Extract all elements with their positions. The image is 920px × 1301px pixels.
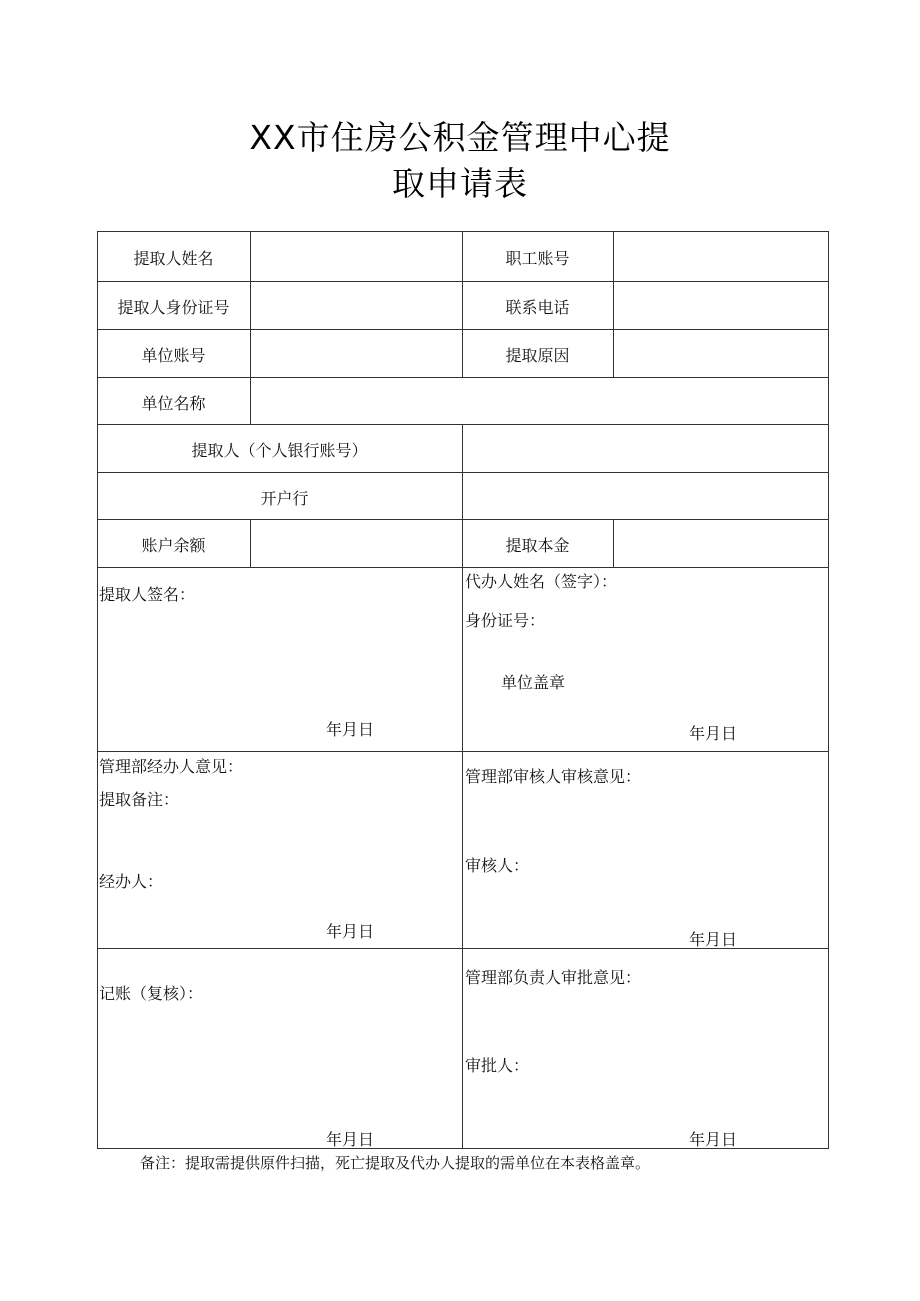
label-contact-phone: 联系电话 [505, 298, 570, 317]
dept-head-opinion-label: 管理部负责人审批意见： [465, 968, 642, 987]
label-applicant-name: 提取人姓名 [133, 249, 214, 268]
label-opening-bank: 开户行 [260, 489, 309, 508]
agent-signature-date: 年月日 [689, 724, 738, 743]
label-employee-account-no: 职工账号 [505, 249, 570, 268]
applicant-signature-label: 提取人签名： [99, 585, 196, 604]
label-withdrawal-reason: 提取原因 [505, 346, 570, 365]
opening-bank-field[interactable] [463, 473, 828, 519]
bookkeeping-date: 年月日 [326, 1130, 375, 1149]
unit-seal-label: 单位盖章 [501, 673, 566, 692]
label-account-balance: 账户余额 [141, 536, 206, 555]
unit-account-no-field[interactable] [251, 330, 462, 377]
label-bank-account: 提取人（个人银行账号） [191, 441, 368, 460]
bookkeeping-label: 记账（复核）： [99, 984, 204, 1003]
withdraw-note-label: 提取备注： [99, 790, 180, 809]
unit-name-field[interactable] [251, 378, 828, 424]
bank-account-field[interactable] [463, 425, 828, 472]
agent-name-label: 代办人姓名（签字）： [465, 572, 618, 591]
withdrawal-principal-field[interactable] [614, 520, 828, 567]
application-form-table [97, 231, 829, 1149]
approver-date: 年月日 [689, 1130, 738, 1149]
footnote: 备注：提取需提供原件扫描，死亡提取及代办人提取的需单位在本表格盖章。 [140, 1154, 651, 1172]
agent-id-label: 身份证号： [465, 611, 546, 630]
form-title-line-1: XX市住房公积金管理中心提 [249, 118, 671, 157]
reviewer-label: 审核人： [465, 856, 530, 875]
handler-date: 年月日 [326, 922, 375, 941]
applicant-name-field[interactable] [251, 232, 462, 281]
label-withdrawal-principal: 提取本金 [505, 536, 570, 555]
employee-account-no-field[interactable] [614, 232, 828, 281]
form-title-line-2: 取申请表 [392, 164, 528, 203]
account-balance-field[interactable] [251, 520, 462, 567]
label-unit-name: 单位名称 [141, 394, 206, 413]
dept-handler-opinion-label: 管理部经办人意见： [99, 757, 244, 776]
label-applicant-id-no: 提取人身份证号 [117, 298, 230, 317]
label-unit-account-no: 单位账号 [141, 346, 206, 365]
dept-reviewer-opinion-label: 管理部审核人审核意见： [465, 767, 642, 786]
withdrawal-reason-field[interactable] [614, 330, 828, 377]
handler-label: 经办人： [99, 872, 164, 891]
applicant-id-no-field[interactable] [251, 282, 462, 329]
contact-phone-field[interactable] [614, 282, 828, 329]
approver-label: 审批人： [465, 1056, 530, 1075]
reviewer-date: 年月日 [689, 930, 738, 949]
applicant-signature-date: 年月日 [326, 720, 375, 739]
